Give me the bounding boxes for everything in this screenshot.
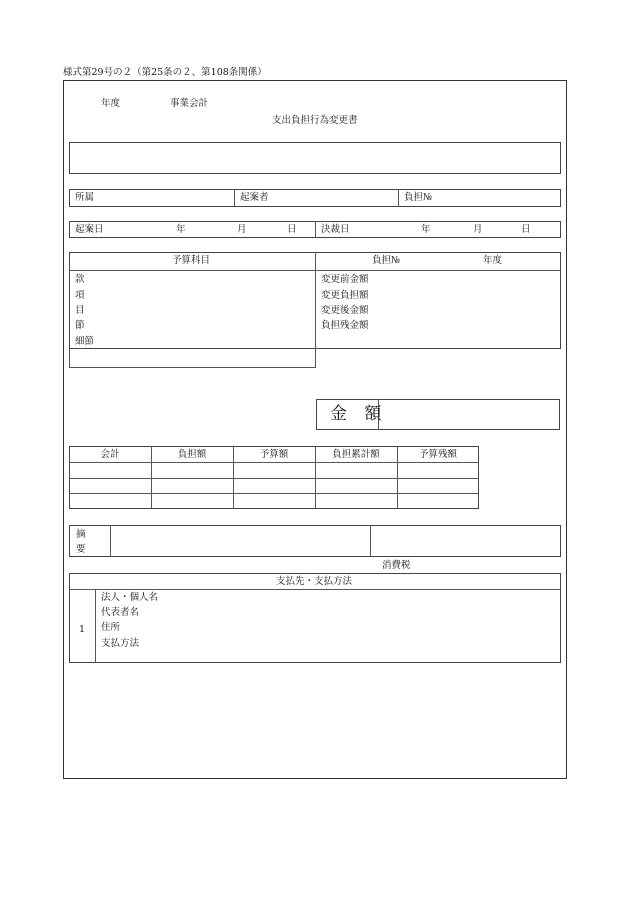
- decision-day: 日: [521, 224, 531, 235]
- decision-date-label: 決裁日: [321, 224, 350, 235]
- amount-after-change: 変更後金額: [321, 305, 369, 316]
- budget-header-year: 年度: [483, 255, 503, 266]
- payee-header: 支払先・支払方法: [276, 576, 353, 587]
- budget-item-setsu: 節: [75, 320, 85, 331]
- amount-change-burden: 変更負担額: [321, 290, 369, 301]
- budget-item-kan: 款: [75, 274, 85, 285]
- remarks-label-bottom: 要: [76, 544, 86, 555]
- department-label: 所属: [75, 192, 95, 203]
- draft-month: 月: [237, 224, 247, 235]
- draft-day: 日: [287, 224, 297, 235]
- amount-before-change: 変更前金額: [321, 274, 369, 285]
- decision-year: 年: [421, 224, 431, 235]
- payee-method-label: 支払方法: [101, 638, 140, 649]
- payee-address-label: 住所: [101, 622, 121, 633]
- draft-date-label: 起案日: [75, 224, 104, 235]
- summary-header-yosan: 予算額: [259, 449, 289, 460]
- draft-year: 年: [176, 224, 186, 235]
- consumption-tax-label: 消費税: [382, 560, 411, 571]
- budget-header-burden-no: 負担№: [372, 255, 400, 266]
- summary-header-kaikei: 会計: [100, 449, 120, 460]
- remarks-box: [69, 525, 561, 557]
- decision-month: 月: [473, 224, 483, 235]
- payee-name-label: 法人・個人名: [101, 592, 159, 603]
- header-blank-box[interactable]: [69, 142, 561, 174]
- summary-header-zangaku: 予算残額: [418, 449, 457, 460]
- form-title: 支出負担行為変更書: [272, 115, 358, 126]
- budget-header-left: 予算科目: [172, 255, 211, 266]
- info-row: [69, 189, 561, 207]
- drafter-label: 起案者: [240, 192, 269, 203]
- amount-remaining-burden: 負担残金額: [321, 320, 369, 331]
- payee-representative-label: 代表者名: [101, 607, 140, 618]
- budget-item-kou: 項: [75, 290, 85, 301]
- form-label: 様式第29号の２（第25条の２、第108条関係）: [63, 67, 267, 78]
- amount-label: 金 額: [330, 404, 388, 424]
- fiscal-year-label: 年度: [101, 98, 121, 109]
- burden-no-label: 負担№: [404, 192, 432, 203]
- remarks-label-top: 摘: [76, 529, 86, 540]
- budget-item-moku: 目: [75, 305, 85, 316]
- summary-header-futan: 負担額: [177, 449, 207, 460]
- payee-number: 1: [79, 624, 86, 635]
- accounting-label: 事業会計: [170, 98, 209, 109]
- summary-header-ruikei: 負担累計額: [332, 449, 380, 460]
- budget-item-saisetsu: 細節: [75, 336, 95, 347]
